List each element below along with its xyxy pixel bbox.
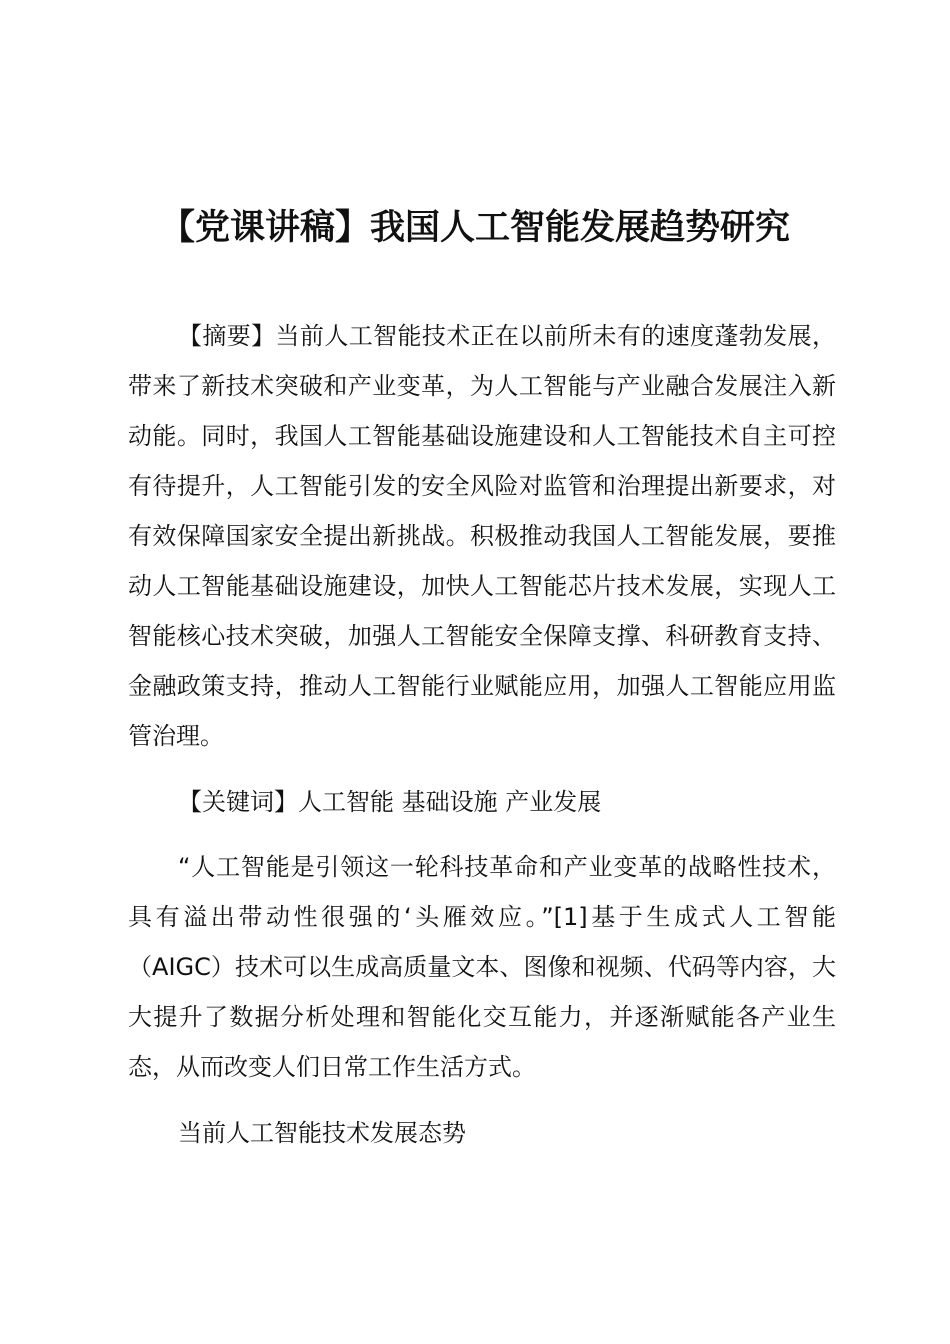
keywords-paragraph [128,777,836,827]
keywords-text: 人工智能 基础设施 产业发展 [298,788,602,816]
section-heading: 当前人工智能技术发展态势 [178,1119,466,1147]
keywords-label: 【关键词】 [178,788,298,816]
abstract-paragraph [128,311,836,761]
intro-paragraph: “人工智能是引领这一轮科技革命和产业变革的战略性技术，具有溢出带动性很强的‘头雁效应。”[1]基于生成式人工智能（AIGC）技术可以生成高质量文本、图像和视频、代码等内容，大大提升了数据分析处理和智能化交互能力，并逐渐赋能各产业生态，从而改变人们日常工作生活方式。 [128,853,836,1081]
section-heading-block [128,1108,836,1158]
intro-section [128,842,836,1092]
abstract-text: 当前人工智能技术正在以前所未有的速度蓬勃发展，带来了新技术突破和产业变革，为人工智能与产业融合发展注入新动能。同时，我国人工智能基础设施建设和人工智能技术自主可控有待提升，人工智能引发的安全风险对监管和治理提出新要求，对有效保障国家安全提出新挑战。积极推动我国人工智能发展，要推动人工智能基础设施建设，加快人工智能芯片技术发展，实现人工智能核心技术突破，加强人工智能安全保障支撑、科研教育支持、金融政策支持，推动人工智能行业赋能应用，加强人工智能应用监管治理。 [128,322,837,750]
abstract-section [128,311,836,761]
abstract-label: 【摘要】 [178,322,276,350]
document-title: 【党课讲稿】我国人工智能发展趋势研究 [159,208,790,249]
keywords-section [128,777,836,827]
